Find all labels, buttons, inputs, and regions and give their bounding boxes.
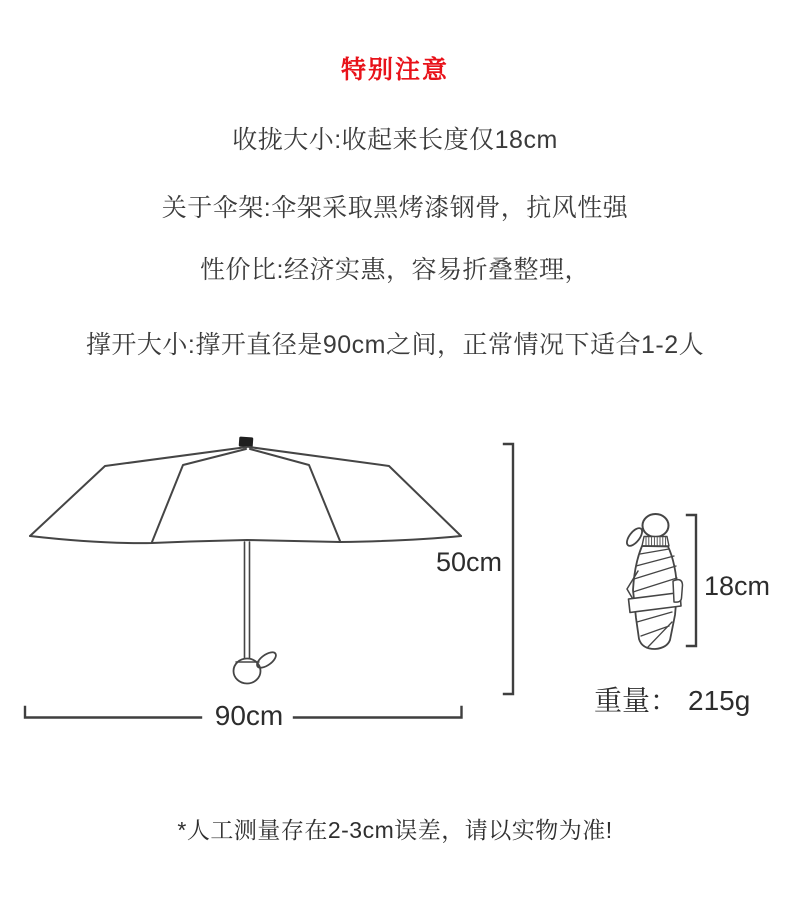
open-umbrella-drawing [30,437,461,684]
page-title: 特别注意 [340,56,449,84]
folded-band-tab [673,580,683,603]
folded-knob [643,514,669,537]
folded-length-dimension-label: 18cm [704,571,771,601]
spec-line-value: 性价比:经济实惠，容易折叠整理， [200,256,590,284]
canopy-rib-right [250,449,340,541]
height-bracket-50cm [504,444,513,694]
height-dimension-label: 50cm [436,547,503,577]
width-bracket-90cm-right [294,707,462,718]
measurement-disclaimer: *人工测量存在2-3cm误差，请以实物为准! [177,817,613,843]
measurement-brackets [25,444,696,718]
length-bracket-18cm [687,515,696,646]
spec-line-folded-size: 收拢大小:收起来长度仅18cm [232,126,558,154]
canopy-outer-left [30,447,247,536]
umbrella-shaft [245,542,250,658]
canopy-bottom-edge [30,536,461,543]
weight-value: 215g [688,685,751,716]
weight-line [594,679,750,719]
canopy-outer-right [249,447,461,536]
spec-line-frame: 关于伞架:伞架采取黑烤漆钢骨，抗风性强 [161,194,629,222]
umbrella-ferrule [239,437,254,448]
width-dimension-label: 90cm [214,700,284,731]
canopy-rib-left [152,449,246,542]
folded-umbrella-drawing [624,514,682,649]
spec-line-open-size: 撑开大小:撑开直径是90cm之间，正常情况下适合1-2人 [85,331,705,359]
weight-label: 重量： [594,685,679,716]
umbrella-handle-strap [255,649,279,670]
width-bracket-90cm-left [25,707,201,718]
